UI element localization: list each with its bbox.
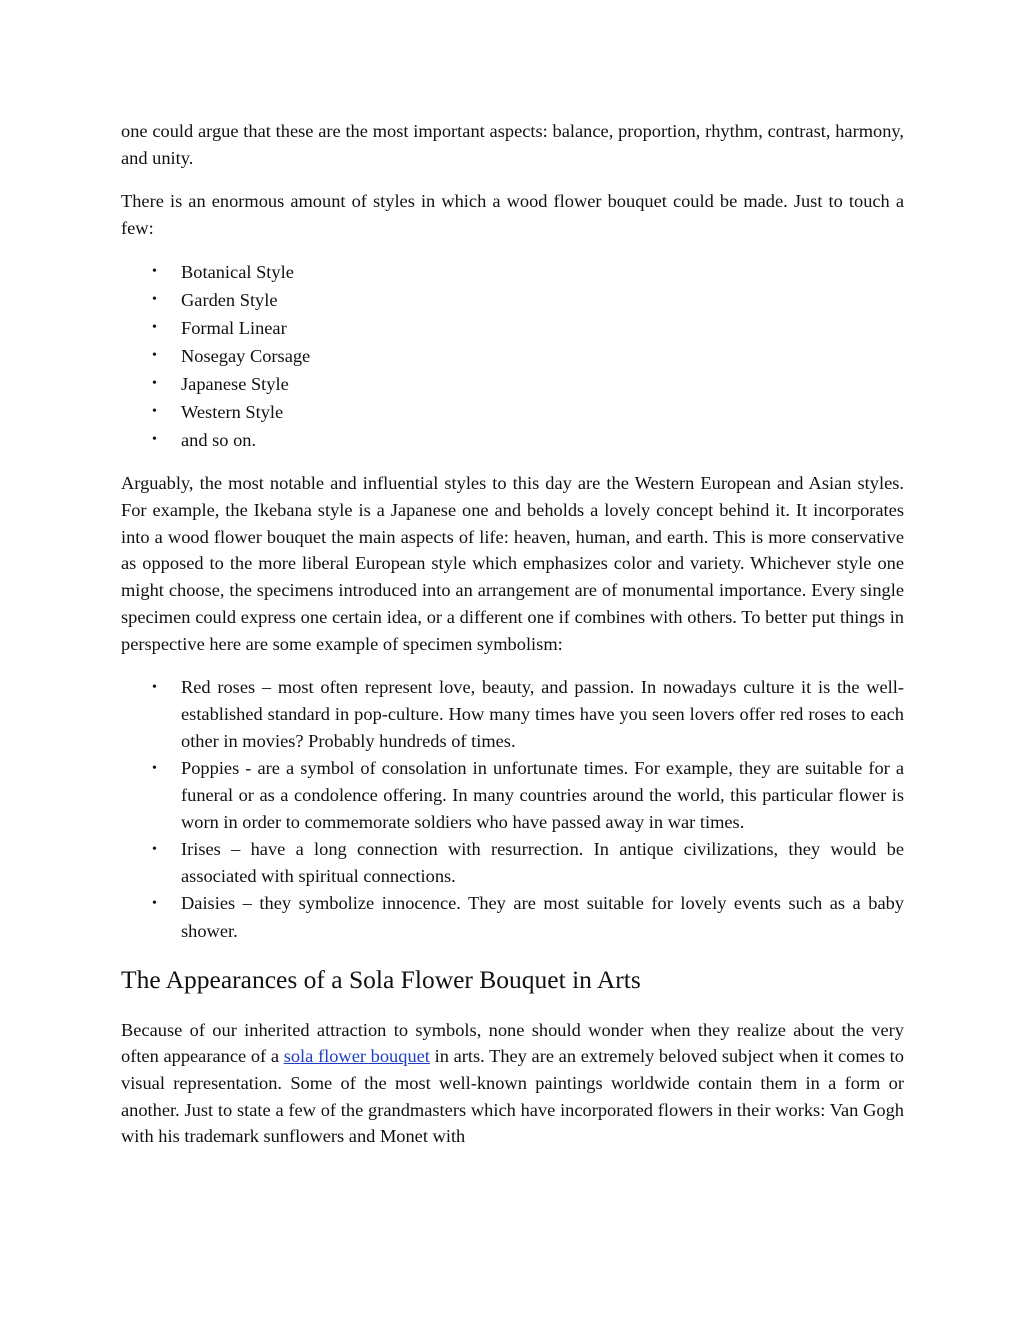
list-item	[121, 398, 904, 426]
list-item-text: Irises – have a long connection with resurrection. In antique civilizations, they would be associated with spiritual connections.	[181, 839, 904, 887]
list-item-text: Formal Linear	[181, 317, 287, 338]
bullet-icon: •	[152, 403, 157, 419]
list-item	[121, 286, 904, 314]
list-item-text: Western Style	[181, 401, 284, 422]
symbolism-list	[121, 674, 904, 945]
bullet-icon: •	[152, 319, 157, 335]
section-heading: The Appearances of a Sola Flower Bouquet in Arts	[121, 964, 641, 994]
list-item-text: Nosegay Corsage	[181, 345, 311, 366]
list-item-text: Garden Style	[181, 289, 278, 310]
sola-flower-bouquet-link[interactable]: sola flower bouquet	[283, 1046, 430, 1067]
paragraph-text-after-link: in arts. They are an extremely beloved subject when it comes to visual representation. Some of the most well-known paintings worldwide contain them in a form or another. Just to state a few of the grandmasters which have incorporated flowers in their works: Van Gogh with his trademark sunflowers and Monet with	[121, 1046, 904, 1147]
bullet-icon: •	[152, 679, 157, 695]
list-item	[121, 836, 904, 890]
list-item-text: Daisies – they symbolize innocence. They are most suitable for lovely events such as a baby shower.	[181, 893, 904, 941]
list-item	[121, 342, 904, 370]
bullet-icon: •	[152, 842, 157, 858]
paragraph-text-before-link: Because of our inherited attraction to symbols, none should wonder when they realize about the very often appearance of a	[121, 1019, 904, 1067]
bullet-icon: •	[152, 896, 157, 912]
list-item	[121, 426, 904, 454]
list-item	[121, 370, 904, 398]
list-item	[121, 258, 904, 286]
bullet-icon: •	[152, 291, 157, 307]
bullet-icon: •	[152, 375, 157, 391]
list-item-text: Japanese Style	[181, 373, 289, 394]
list-item	[121, 674, 904, 755]
list-item-text: Botanical Style	[181, 261, 294, 282]
document-page	[121, 118, 904, 1167]
list-item-text: Red roses – most often represent love, beauty, and passion. In nowadays culture it is the well-established standard in pop-culture. How many times have you seen lovers offer red roses to each other in movies? Probably hundreds of times.	[181, 676, 904, 751]
paragraph-arts	[121, 1017, 904, 1151]
bullet-icon: •	[152, 347, 157, 363]
list-item-text: Poppies - are a symbol of consolation in unfortunate times. For example, they are suitable for a funeral or as a condolence offering. In many countries around the world, this particular flower is worn in order to commemorate soldiers who have passed away in war times.	[181, 758, 904, 833]
list-item	[121, 755, 904, 836]
styles-list	[121, 258, 904, 454]
paragraph-aspects: one could argue that these are the most important aspects: balance, proportion, rhythm, contrast, harmony, and unity.	[121, 121, 904, 168]
bullet-icon: •	[152, 761, 157, 777]
bullet-icon: •	[152, 263, 157, 279]
list-item	[121, 890, 904, 944]
list-item-text: and so on.	[181, 429, 257, 450]
bullet-icon: •	[152, 431, 157, 447]
list-item	[121, 314, 904, 342]
paragraph-notable-styles: Arguably, the most notable and influential styles to this day are the Western European and Asian styles. For example, the Ikebana style is a Japanese one and beholds a lovely concept behind it. It incorporates into a wood flower bouquet the main aspects of life: heaven, human, and earth. This is more conservative as opposed to the more liberal European style which emphasizes color and variety. Whichever style one might choose, the specimens introduced into an arrangement are of monumental importance. Every single specimen could express one certain idea, or a different one if combines with others. To better put things in perspective here are some example of specimen symbolism:	[121, 473, 904, 654]
paragraph-styles-intro: There is an enormous amount of styles in which a wood flower bouquet could be made. Just to touch a few:	[121, 190, 904, 238]
